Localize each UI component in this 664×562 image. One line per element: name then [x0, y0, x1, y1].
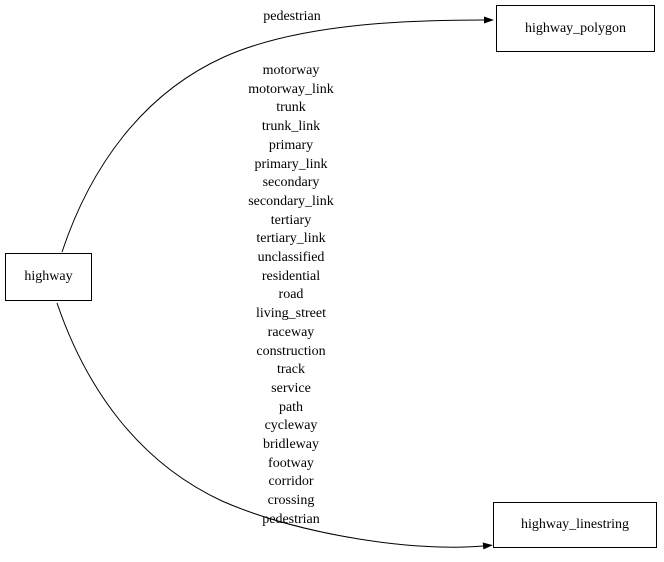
edge-label-line: bridleway [263, 437, 319, 453]
edge-label-line: raceway [267, 324, 315, 340]
edge-label-line: motorway_link [248, 81, 334, 97]
edge-label-line: secondary [262, 175, 320, 191]
node-highway-polygon [496, 5, 655, 52]
node-highway-label: highway [24, 269, 73, 284]
edge-label-line: cycleway [264, 418, 318, 434]
edge-label-list [171, 62, 411, 530]
edge-label-line: road [278, 287, 304, 303]
edge-label-line: secondary_link [248, 193, 334, 209]
edge-label-line: corridor [268, 474, 314, 490]
edge-label-line: track [277, 362, 305, 378]
edge-label-line: trunk_link [261, 119, 321, 135]
edge-label-line: living_street [256, 306, 326, 322]
edge-label-line: footway [268, 455, 314, 471]
edge-label-line: path [278, 399, 304, 415]
edge-label-line: service [271, 380, 311, 396]
edge-label-line: primary [268, 137, 314, 153]
edge-label-line: construction [256, 343, 326, 359]
edge-label-line: trunk [276, 100, 306, 116]
node-highway-polygon-label: highway_polygon [524, 20, 627, 36]
edge-label-line: tertiary [270, 212, 312, 228]
node-highway [5, 253, 92, 301]
edge-label-pedestrian: pedestrian [263, 9, 321, 24]
edge-label-line: residential [261, 268, 321, 284]
edge-label-line: crossing [267, 493, 315, 509]
node-highway-linestring-label: highway_linestring [520, 517, 630, 532]
node-highway-linestring [493, 502, 657, 548]
edge-label-line: pedestrian [262, 511, 320, 527]
edge-label-line: primary_link [254, 156, 328, 172]
edge-label-line: unclassified [257, 250, 325, 266]
edge-label-line: tertiary_link [256, 231, 326, 247]
edge-label-line: motorway [262, 63, 320, 78]
